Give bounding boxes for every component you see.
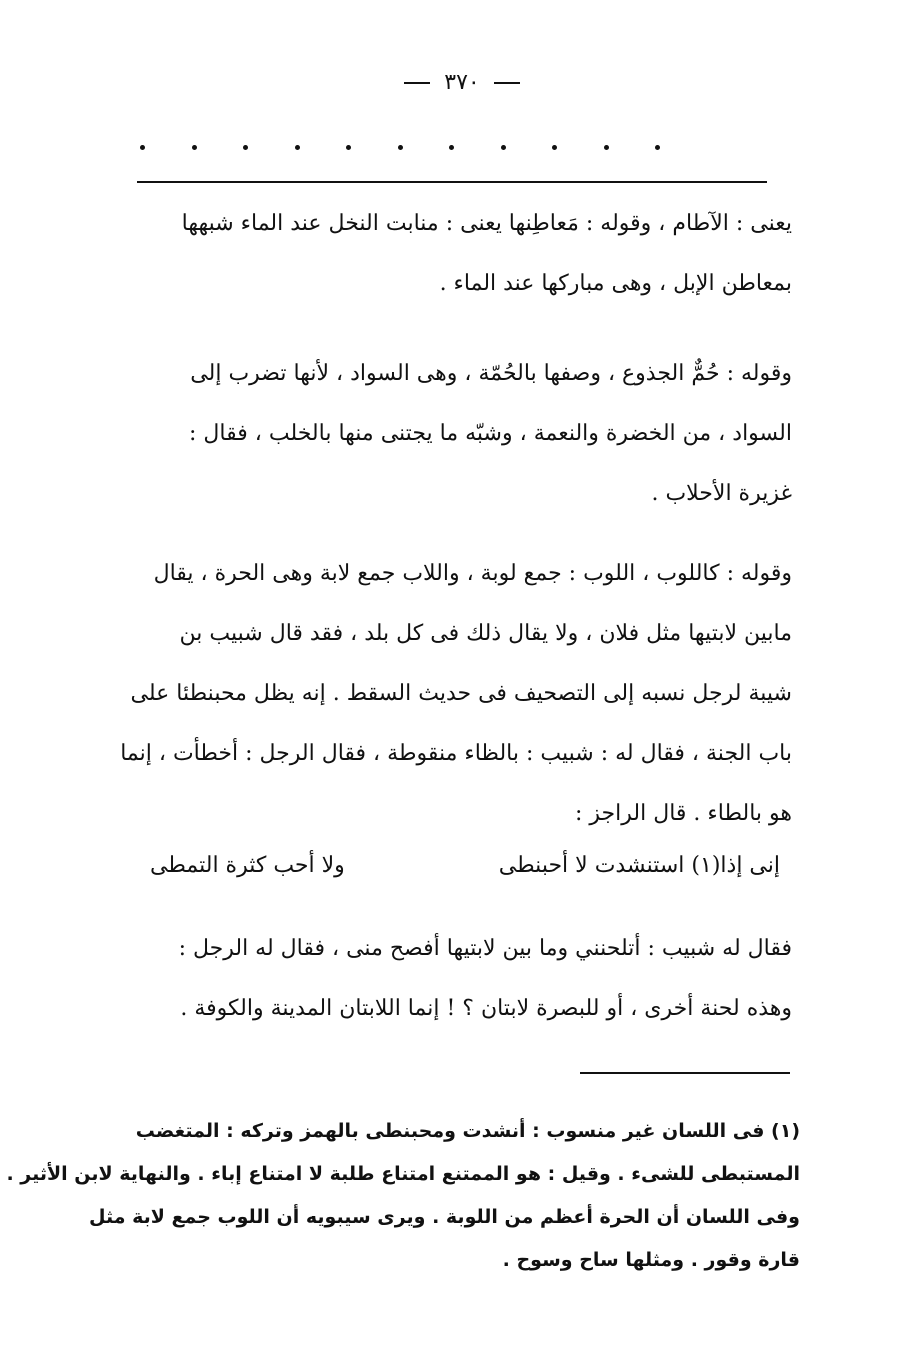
ornament-dot xyxy=(243,145,248,150)
text-line: شيبة لرجل نسبه إلى التصحيف فى حديث السقط . إنه يظل محبنطئا على xyxy=(130,681,792,706)
header-rule xyxy=(137,181,767,183)
ornament-dot xyxy=(140,145,145,150)
paragraph-1 xyxy=(112,205,792,325)
poetry-verse xyxy=(150,853,780,878)
ornament-dot xyxy=(604,145,609,150)
page-number: ٣٧٠ xyxy=(444,70,480,95)
text-line: مابين لابتيها مثل فلان ، ولا يقال ذلك فى كل بلد ، فقد قال شبيب بن xyxy=(179,621,792,646)
footnote-block xyxy=(6,1120,800,1292)
ornament-dot xyxy=(501,145,506,150)
ornamental-dot-row xyxy=(140,145,660,150)
footnote-line: المستبطى للشىء . وقيل : هو الممتنع امتناع طلبة لا امتناع إباء . والنهاية لابن الأثير . xyxy=(6,1163,800,1185)
ornament-dot xyxy=(295,145,300,150)
text-line: يعنى : الآطام ، وقوله : مَعاطِنها يعنى : منابت النخل عند الماء شبهها xyxy=(181,211,792,236)
page-number-left-dash xyxy=(494,82,520,84)
footnote-line: (١) فى اللسان غير منسوب : أنشدت ومحبنطى بالهمز وتركه : المتغضب xyxy=(135,1120,800,1142)
verse-hemistich-second: ولا أحب كثرة التمطى xyxy=(150,853,345,878)
text-line: غزيرة الأحلاب . xyxy=(651,481,792,506)
paragraph-2 xyxy=(112,355,792,535)
text-line: هو بالطاء . قال الراجز : xyxy=(575,801,792,826)
footnote-line: وفى اللسان أن الحرة أعظم من اللوبة . ويرى سيبويه أن اللوب جمع لابة مثل xyxy=(89,1206,800,1228)
ornament-dot xyxy=(346,145,351,150)
text-line: باب الجنة ، فقال له : شبيب : بالظاء منقوطة ، فقال الرجل : أخطأت ، إنما xyxy=(120,741,792,766)
text-line: وقوله : كاللوب ، اللوب : جمع لوبة ، واللاب جمع لابة وهى الحرة ، يقال xyxy=(153,561,792,586)
ornament-dot xyxy=(552,145,557,150)
paragraph-4 xyxy=(112,930,792,1050)
text-line: وقوله : حُمٌّ الجذوع ، وصفها بالحُمّة ، وهى السواد ، لأنها تضرب إلى xyxy=(190,361,792,386)
footnote-line: قارة وقور . ومثلها ساح وسوح . xyxy=(502,1249,800,1271)
ornament-dot xyxy=(398,145,403,150)
page-number-right-dash xyxy=(404,82,430,84)
ornament-dot xyxy=(655,145,660,150)
text-line: السواد ، من الخضرة والنعمة ، وشبّه ما يجتنى منها بالخلب ، فقال : xyxy=(189,421,792,446)
paragraph-3 xyxy=(112,555,792,855)
text-line: وهذه لحنة أخرى ، أو للبصرة لابتان ؟ ! إنما اللابتان المدينة والكوفة . xyxy=(180,996,792,1021)
ornament-dot xyxy=(449,145,454,150)
footnote-separator xyxy=(580,1072,790,1074)
ornament-dot xyxy=(192,145,197,150)
page-number-header xyxy=(0,70,924,95)
text-line: بمعاطن الإبل ، وهى مباركها عند الماء . xyxy=(439,271,792,296)
verse-hemistich-first: إنى إذا(١) استنشدت لا أحبنطى xyxy=(498,853,780,878)
text-line: فقال له شبيب : أتلحنني وما بين لابتيها أفصح منى ، فقال له الرجل : xyxy=(178,936,792,961)
